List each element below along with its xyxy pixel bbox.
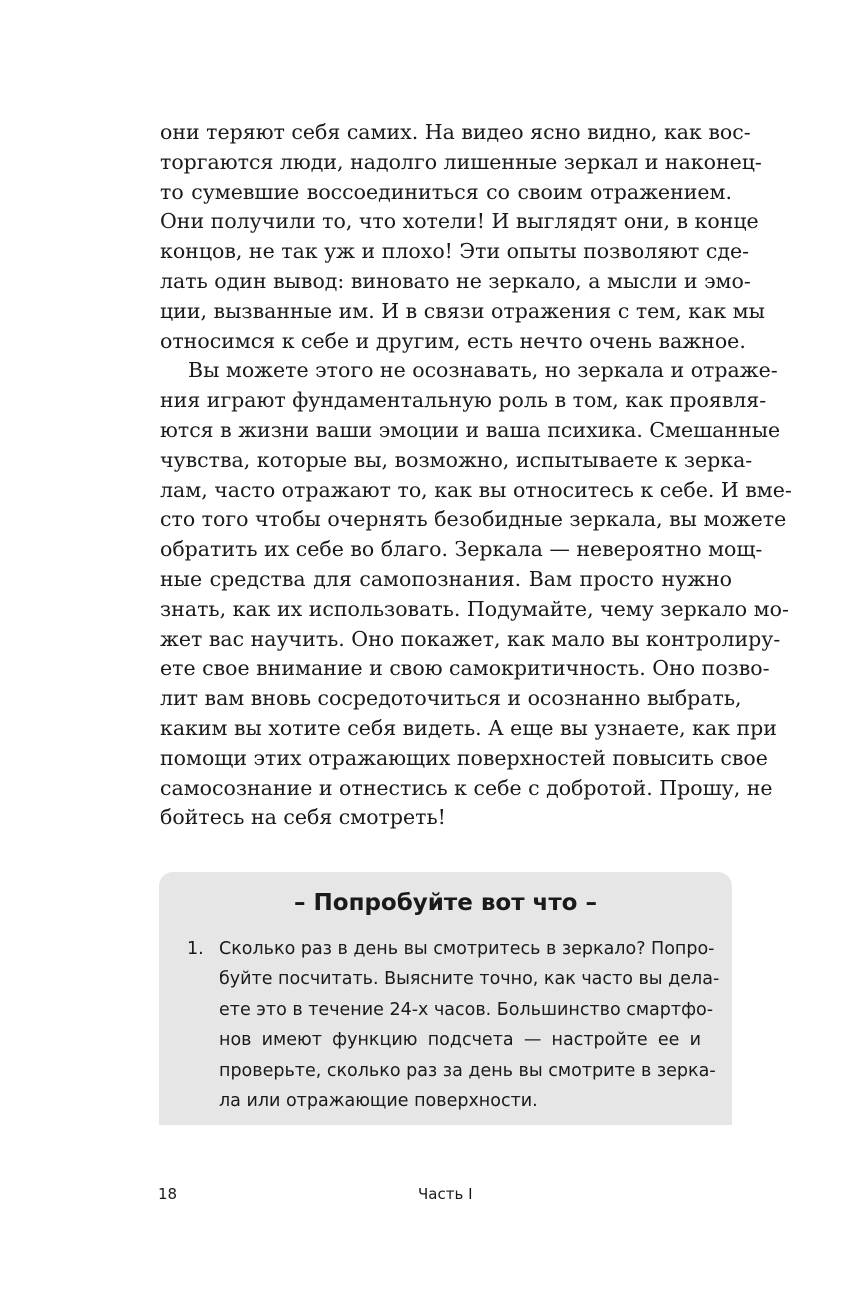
text-line: знать, как их использовать. Подумайте, чему зеркало мо- [160, 596, 789, 621]
page-number: 18 [158, 1185, 178, 1203]
text-line: проверьте, сколько раз за день вы смотрите в зерка- [219, 1060, 716, 1081]
list-item-number: 1. [187, 939, 204, 959]
text-line: жет вас научить. Оно покажет, как мало вы контролиру- [160, 626, 781, 651]
text-line: то сумевшие воссоединиться со своим отражением. [160, 179, 732, 204]
text-line: буйте посчитать. Выясните точно, как часто вы дела- [219, 969, 720, 990]
text-line: Они получили то, что хотели! И выглядят они, в конце [160, 209, 759, 234]
text-line: самосознание и отнестись к себе с добротой. Прошу, не [160, 775, 773, 800]
text-line: лит вам вновь сосредоточиться и осознанно выбрать, [160, 686, 742, 711]
text-line: нов имеют функцию подсчета — настройте ее и [219, 1030, 701, 1051]
paragraph-2 [160, 356, 792, 833]
text-line: ные средства для самопознания. Вам просто нужно [160, 566, 732, 591]
text-line: бойтесь на себя смотреть! [160, 805, 446, 830]
text-line: ете это в течение 24-х часов. Большинство смартфо- [219, 999, 714, 1020]
text-line: ния играют фундаментальную роль в том, как проявля- [160, 388, 767, 413]
body-text [160, 118, 792, 833]
text-line: Сколько раз в день вы смотритесь в зеркало? Попро- [219, 939, 715, 959]
text-line: торгаются люди, надолго лишенные зеркал и наконец- [160, 149, 762, 174]
text-line: обратить их себе во благо. Зеркала — невероятно мощ- [160, 537, 763, 562]
text-line: лам, часто отражают то, как вы относитесь к себе. И вме- [160, 477, 792, 502]
list-item [219, 934, 720, 1116]
paragraph-1 [160, 118, 765, 356]
text-line: лать один вывод: виновато не зеркало, а мысли и эмо- [160, 268, 751, 293]
try-this-sidebar [159, 872, 732, 1125]
text-line: ете свое внимание и свою самокритичность. Оно позво- [160, 656, 770, 681]
text-line: ла или отражающие поверхности. [219, 1091, 538, 1112]
text-line: ются в жизни ваши эмоции и ваша психика. Смешанные [160, 417, 781, 442]
text-line: относимся к себе и другим, есть нечто очень важное. [160, 328, 746, 353]
text-line: сто того чтобы очернять безобидные зеркала, вы можете [160, 507, 787, 532]
text-line: Вы можете этого не осознавать, но зеркала и отраже- [188, 358, 778, 383]
text-line: помощи этих отражающих поверхностей повысить свое [160, 745, 768, 770]
text-line: ции, вызванные им. И в связи отражения с тем, как мы [160, 298, 765, 323]
text-line: концов, не так уж и плохо! Эти опыты позволяют сде- [160, 239, 750, 264]
running-footer-part: Часть I [418, 1185, 473, 1203]
sidebar-title: – Попробуйте вот что – [294, 890, 597, 916]
text-line: они теряют себя самих. На видео ясно видно, как вос- [160, 120, 751, 144]
text-line: каким вы хотите себя видеть. А еще вы узнаете, как при [160, 715, 777, 740]
text-line: чувства, которые вы, возможно, испытываете к зерка- [160, 447, 753, 472]
